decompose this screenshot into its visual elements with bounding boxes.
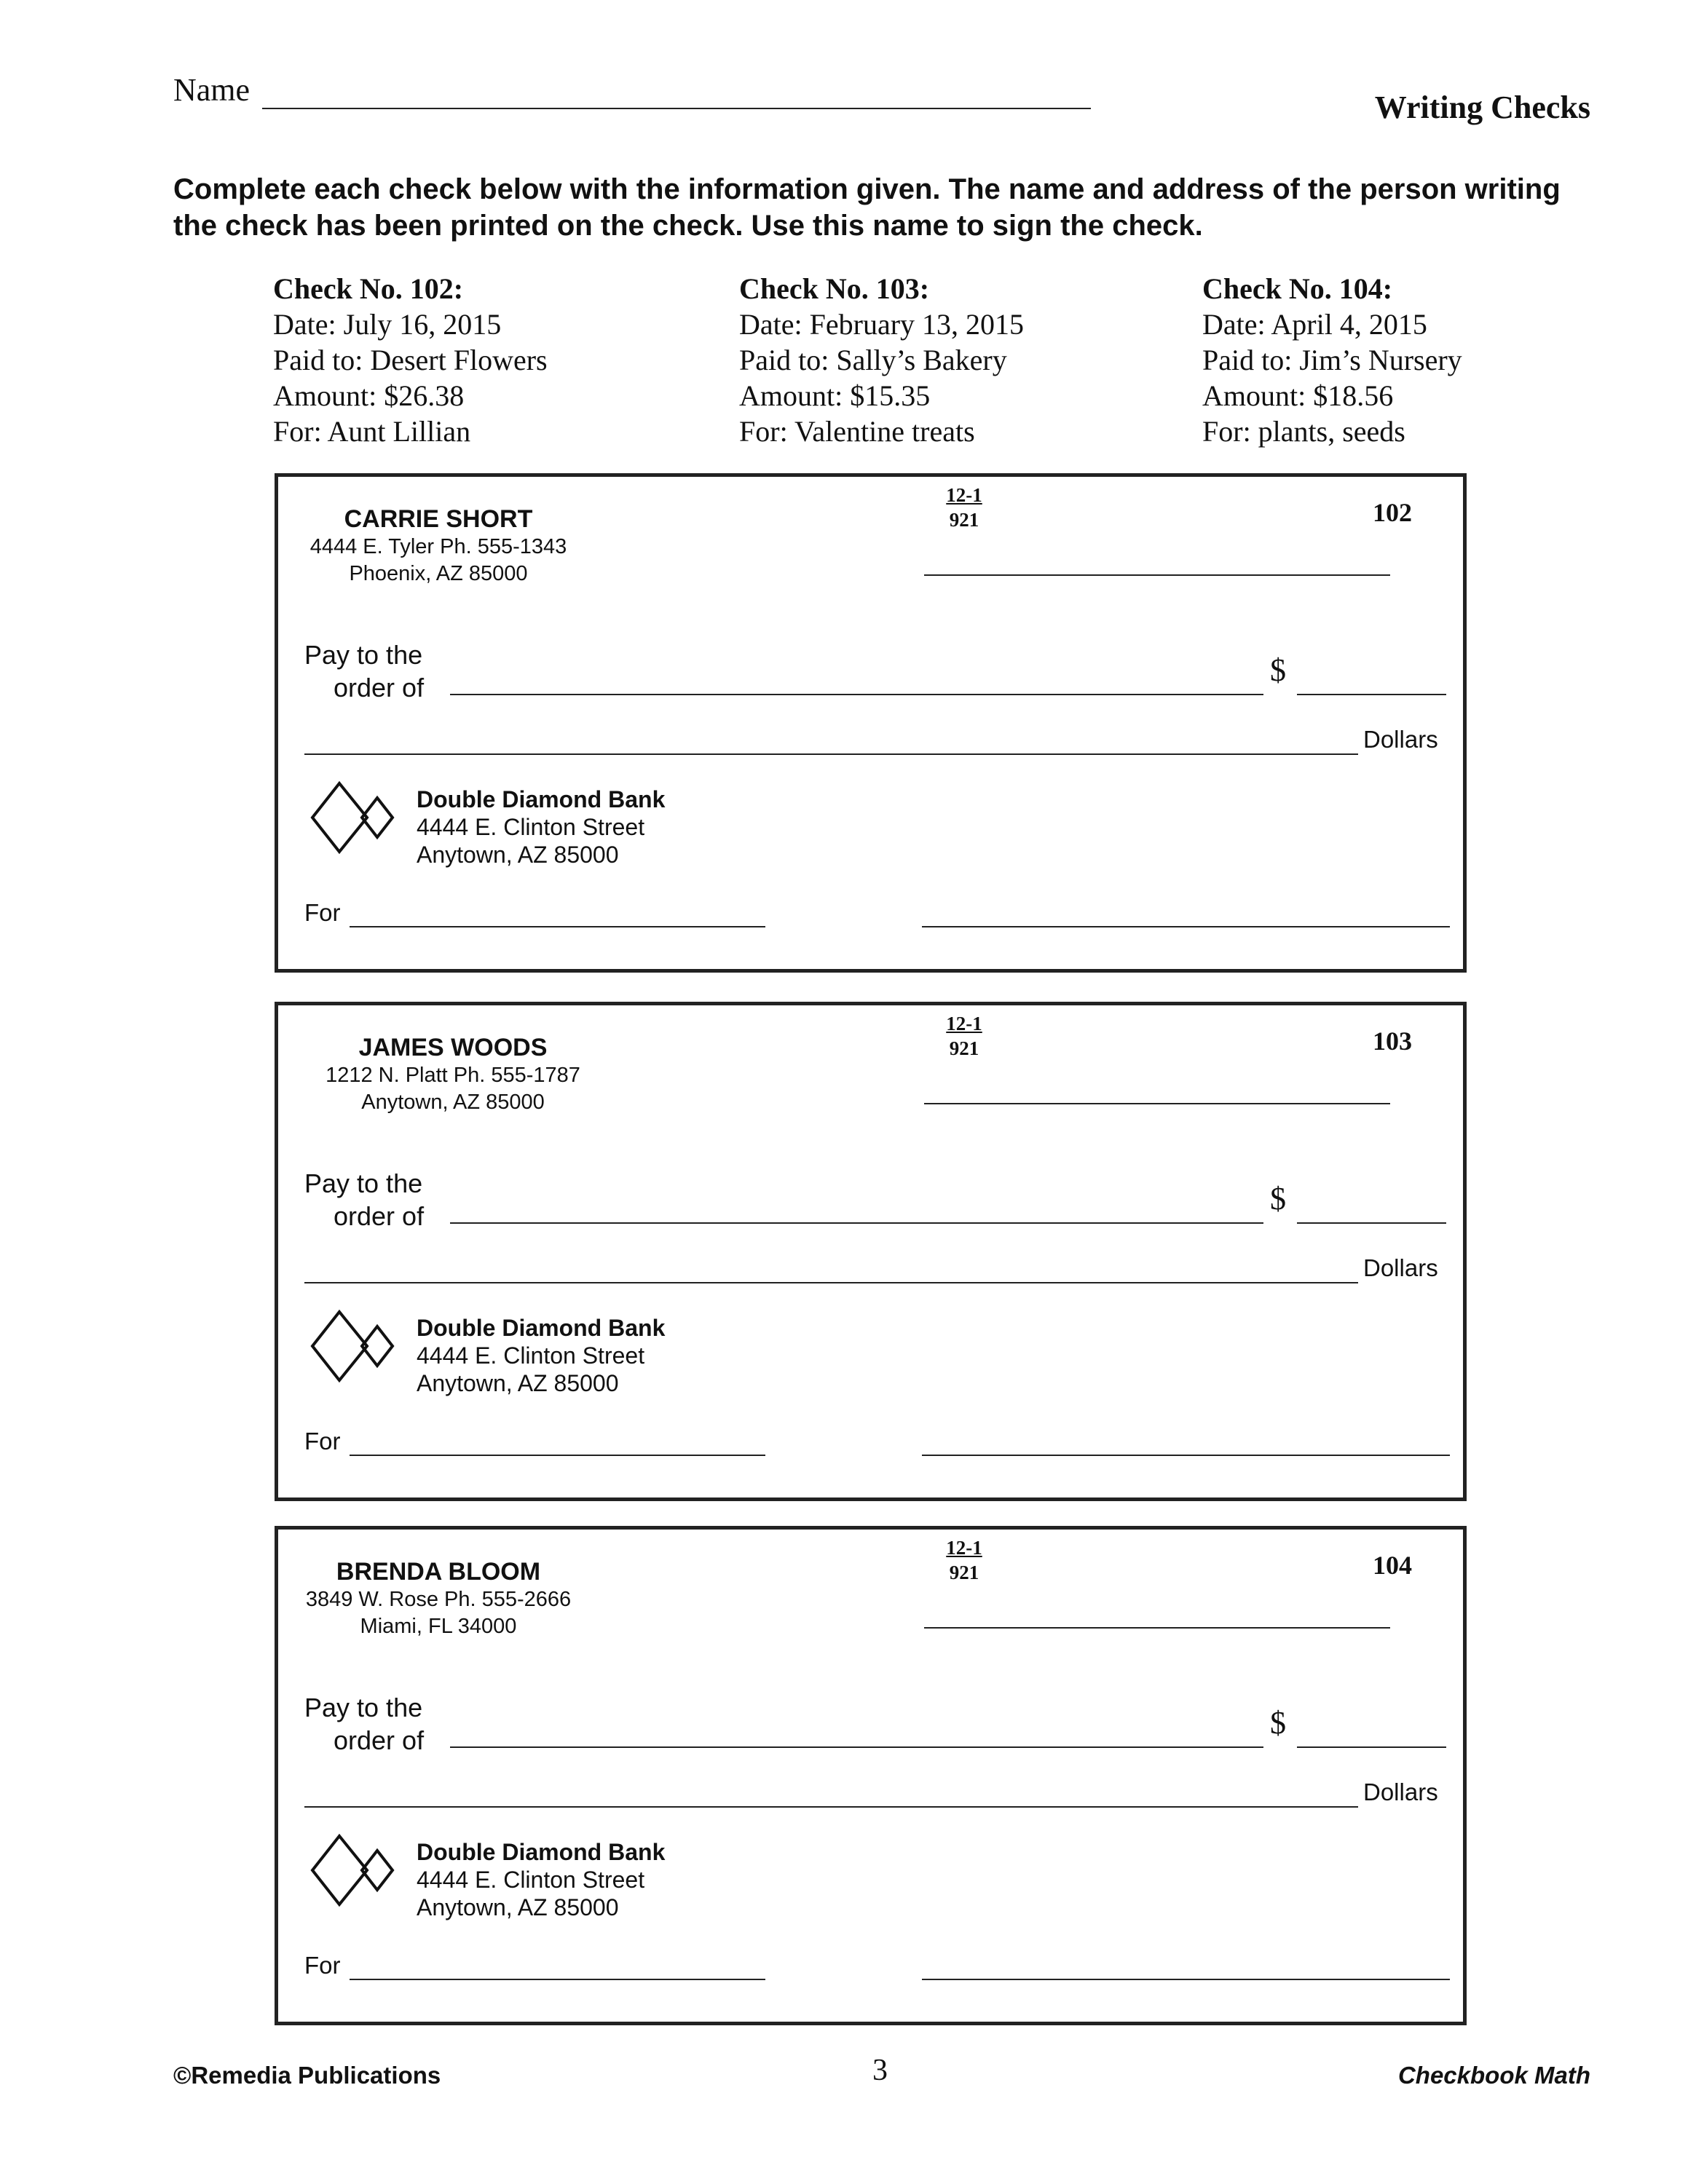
- page-number: 3: [872, 2054, 888, 2087]
- routing-number: [942, 1535, 986, 1585]
- date-line[interactable]: [924, 1627, 1390, 1629]
- pay-to-label: [304, 1167, 424, 1233]
- pay-to-the: Pay to the: [304, 1168, 423, 1198]
- check-103: [275, 1002, 1467, 1501]
- footer-book-title: Checkbook Math: [1397, 2062, 1590, 2089]
- check-info-amount: Amount: $26.38: [273, 379, 465, 412]
- for-label: For: [304, 1428, 341, 1455]
- owner-city: Phoenix, AZ 85000: [349, 562, 528, 585]
- double-diamond-logo-icon: [310, 1310, 409, 1382]
- bank-street: 4444 E. Clinton Street: [417, 814, 645, 840]
- signature-line[interactable]: [922, 1455, 1450, 1456]
- check-owner: [293, 1033, 613, 1116]
- check-info-for: For: Valentine treats: [739, 415, 975, 448]
- owner-address: 4444 E. Tyler Ph. 555-1343: [309, 535, 567, 558]
- owner-name: BRENDA BLOOM: [336, 1558, 541, 1586]
- check-info-paid-to: Paid to: Sally’s Bakery: [739, 344, 1007, 376]
- date-line[interactable]: [924, 1103, 1390, 1104]
- dollar-sign: $: [1270, 652, 1286, 688]
- check-info-102: [273, 271, 548, 449]
- written-amount-line[interactable]: [304, 1282, 1358, 1283]
- payee-line[interactable]: [450, 694, 1263, 695]
- check-info-for: For: Aunt Lillian: [273, 415, 471, 448]
- check-info-date: Date: July 16, 2015: [273, 308, 502, 341]
- owner-city: Anytown, AZ 85000: [361, 1091, 545, 1114]
- double-diamond-logo-icon: [310, 1834, 409, 1907]
- signature-line[interactable]: [922, 926, 1450, 927]
- written-amount-line[interactable]: [304, 753, 1358, 755]
- name-label: Name: [173, 72, 251, 108]
- check-info-amount: Amount: $15.35: [739, 379, 931, 412]
- footer-publisher: ©Remedia Publications: [173, 2062, 441, 2089]
- memo-line[interactable]: [350, 1979, 765, 1980]
- owner-city: Miami, FL 34000: [360, 1615, 517, 1638]
- order-of: order of: [334, 673, 425, 703]
- routing-bottom: 921: [949, 509, 979, 531]
- amount-line[interactable]: [1297, 1222, 1446, 1224]
- bank-info: [417, 1314, 665, 1397]
- bank-street: 4444 E. Clinton Street: [417, 1342, 645, 1369]
- pay-to-the: Pay to the: [304, 1693, 423, 1722]
- routing-bottom: 921: [949, 1037, 979, 1059]
- pay-to-label: [304, 1691, 424, 1757]
- order-of: order of: [334, 1725, 425, 1755]
- check-info-amount: Amount: $18.56: [1202, 379, 1394, 412]
- routing-number: [942, 1011, 986, 1061]
- check-info-for: For: plants, seeds: [1202, 415, 1405, 448]
- check-info-paid-to: Paid to: Desert Flowers: [273, 344, 548, 376]
- amount-line[interactable]: [1297, 1746, 1446, 1748]
- instructions-line-1: Complete each check below with the information given. The name and address of the person writing: [173, 173, 1561, 205]
- page-title: Writing Checks: [1374, 90, 1590, 125]
- check-info-104: [1202, 271, 1462, 449]
- check-info-heading: Check No. 104:: [1202, 272, 1393, 305]
- bank-city: Anytown, AZ 85000: [417, 842, 619, 868]
- owner-name: JAMES WOODS: [358, 1034, 548, 1061]
- check-info-date: Date: February 13, 2015: [739, 308, 1025, 341]
- bank-city: Anytown, AZ 85000: [417, 1894, 619, 1920]
- owner-name: CARRIE SHORT: [344, 505, 533, 533]
- check-owner: [278, 505, 599, 587]
- check-info-heading: Check No. 103:: [739, 272, 930, 305]
- bank-name: Double Diamond Bank: [417, 1839, 666, 1865]
- dollars-label: Dollars: [1363, 726, 1438, 753]
- bank-name: Double Diamond Bank: [417, 1315, 666, 1341]
- routing-top: 12-1: [946, 1013, 982, 1034]
- bank-name: Double Diamond Bank: [417, 786, 666, 812]
- name-input-line[interactable]: [262, 108, 1091, 109]
- memo-line[interactable]: [350, 1455, 765, 1456]
- check-owner: [278, 1557, 599, 1640]
- for-label: For: [304, 1952, 341, 1979]
- bank-info: [417, 786, 665, 869]
- pay-to-label: [304, 638, 424, 704]
- written-amount-line[interactable]: [304, 1806, 1358, 1808]
- check-info-heading: Check No. 102:: [273, 272, 464, 305]
- check-102: [275, 473, 1467, 973]
- payee-line[interactable]: [450, 1222, 1263, 1224]
- routing-number: [942, 483, 986, 532]
- dollar-sign: $: [1270, 1705, 1286, 1741]
- date-line[interactable]: [924, 574, 1390, 576]
- check-number: 102: [1373, 498, 1412, 527]
- owner-address: 3849 W. Rose Ph. 555-2666: [305, 1588, 572, 1611]
- double-diamond-logo-icon: [310, 781, 409, 854]
- routing-top: 12-1: [946, 1537, 982, 1559]
- bank-city: Anytown, AZ 85000: [417, 1370, 619, 1396]
- dollars-label: Dollars: [1363, 1254, 1438, 1281]
- payee-line[interactable]: [450, 1746, 1263, 1748]
- pay-to-the: Pay to the: [304, 640, 423, 670]
- check-104: [275, 1526, 1467, 2025]
- signature-line[interactable]: [922, 1979, 1450, 1980]
- dollar-sign: $: [1270, 1181, 1286, 1216]
- bank-street: 4444 E. Clinton Street: [417, 1867, 645, 1893]
- check-info-date: Date: April 4, 2015: [1202, 308, 1427, 341]
- bank-info: [417, 1838, 665, 1921]
- owner-address: 1212 N. Platt Ph. 555-1787: [326, 1064, 580, 1087]
- order-of: order of: [334, 1201, 425, 1231]
- routing-top: 12-1: [946, 484, 982, 506]
- for-label: For: [304, 899, 341, 926]
- amount-line[interactable]: [1297, 694, 1446, 695]
- instructions-line-2: the check has been printed on the check. Use this name to sign the check.: [173, 210, 1203, 242]
- check-number: 103: [1373, 1026, 1412, 1056]
- dollars-label: Dollars: [1363, 1779, 1438, 1805]
- check-number: 104: [1373, 1551, 1412, 1580]
- routing-bottom: 921: [949, 1562, 979, 1583]
- check-info-paid-to: Paid to: Jim’s Nursery: [1202, 344, 1462, 376]
- check-info-103: [739, 271, 1024, 449]
- memo-line[interactable]: [350, 926, 765, 927]
